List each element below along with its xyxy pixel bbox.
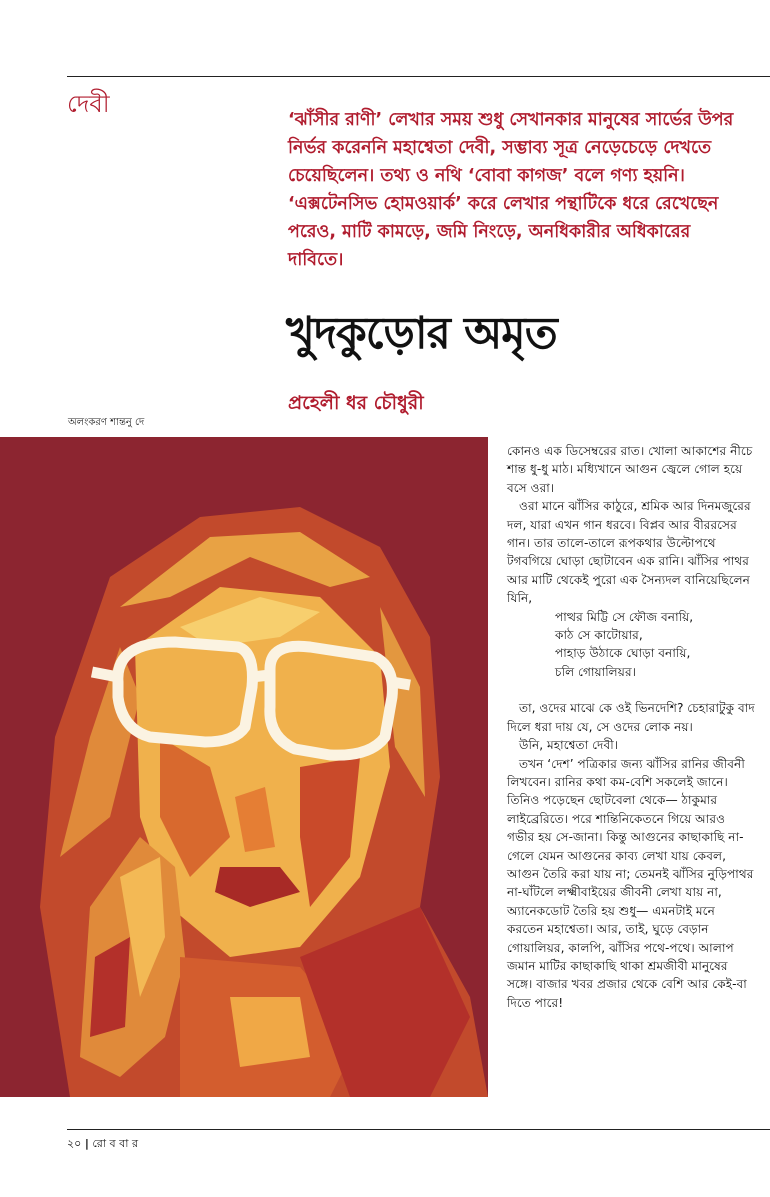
- page-number: ২০: [67, 1137, 82, 1150]
- verse-line: কাঠ সে কাটোয়ার,: [555, 628, 643, 643]
- body-paragraph: তখন ‘দেশ’ পত্রিকার জন্য ঝাঁসির রানির জীবনী লিখবেন। রানির কথা কম-বেশি সকলেই জানে। তিনিও পড়েছেন ছোটবেলা থেকে— ঠাকুমার লাইব্রেরিতে। পরে শান্তিনিকেতনে গিয়ে আরও গভীর হয় সে-জানা। কিন্তু আগুনের কাছাকাছি না-গেলে যেমন আগুনের কাব্য লেখা যায় কেবল, আগুন তৈরি করা যায় না; তেমনই ঝাঁসির নুড়িপাথর না-ঘাঁটলে লক্ষ্মীবাইয়ের জীবনী লেখা যায় না, অ্যানেকডোট তৈরি হয় শুধু— এমনটাই মনে করতেন মহাশ্বেতা। আর, তাই, ঘুড়ে বেড়ান গোয়ালিয়র, কালপি, ঝাঁসির পথে-পথে। আলাপ জমান মাটির কাছাকাছি থাকা শ্রমজীবী মানুষের সঙ্গে। বাজার খবর প্রজার থেকে বেশি আর কেই-বা দিতে পারে!: [507, 756, 754, 1010]
- top-rule: [67, 76, 770, 77]
- verse-block: [507, 608, 755, 682]
- verse-line: চলি গোয়ালিয়র।: [555, 664, 637, 679]
- section-label: দেবী: [67, 90, 110, 118]
- body-paragraph: ওরা মানে ঝাঁসির কাঠুরে, শ্রমিক আর দিনমজুরের দল, যারা এখন গান ধরবে। বিপ্লব আর বীররসের গান। তার তালে-তালে রূপকথার উল্টোপথে টগবগিয়ে ঘোড়া ছোটাবেন এক রানি। ঝাঁসির পাথর আর মাটি থেকেই পুরো এক সৈন্যদল বানিয়েছিলেন যিনি,: [507, 499, 751, 606]
- page-footer: [67, 1135, 138, 1154]
- footer-separator: |: [84, 1137, 89, 1150]
- verse-line: পাত্থর মিট্টি সে ফৌজ বনায়ি,: [555, 609, 694, 624]
- byline: প্রহেলী ধর চৌধুরী: [288, 392, 424, 414]
- magazine-name: রো ব বা র: [92, 1137, 139, 1150]
- article-title: খুদকুড়োর অমৃত: [286, 308, 557, 359]
- verse-line: পাহাড় উঠাকে ঘোড়া বনায়ি,: [555, 646, 691, 661]
- illustration-credit: অলংকরণ শান্তনু দে: [68, 417, 145, 428]
- body-paragraph: তা, ওদের মাঝে কে ওই ভিনদেশি? চেহারাটুকু বাদ দিলে ধরা দায় যে, সে ওদের লোক নয়।: [507, 701, 755, 734]
- portrait-illustration: [0, 437, 488, 1097]
- bottom-rule: [67, 1129, 770, 1130]
- body-paragraph: কোনও এক ডিসেম্বরের রাত। খোলা আকাশের নীচে শান্ত ধু-ধু মাঠ। মধ্যিখানে আগুন জ্বেলে গোল হয়ে বসে ওরা।: [507, 444, 753, 495]
- standfirst: ‘ঝাঁসীর রাণী’ লেখার সময় শুধু সেখানকার মানুষের সার্ভের উপর নির্ভর করেননি মহাশ্বেতা দেবী, সম্ভাব্য সূত্র নেড়েচেড়ে দেখতে চেয়েছিলেন। তথ্য ও নথি ‘বোবা কাগজ’ বলে গণ্য হয়নি। ‘এক্সটেনসিভ হোমওয়ার্ক’ করে লেখার পন্থাটিকে ধরে রেখেছেন পরেও, মাটি কামড়ে, জমি নিংড়ে, অনধিকারীর অধিকারের দাবিতে।: [288, 110, 734, 270]
- body-paragraph: উনি, মহাশ্বেতা দেবী।: [519, 738, 619, 753]
- article-body: [507, 442, 755, 1012]
